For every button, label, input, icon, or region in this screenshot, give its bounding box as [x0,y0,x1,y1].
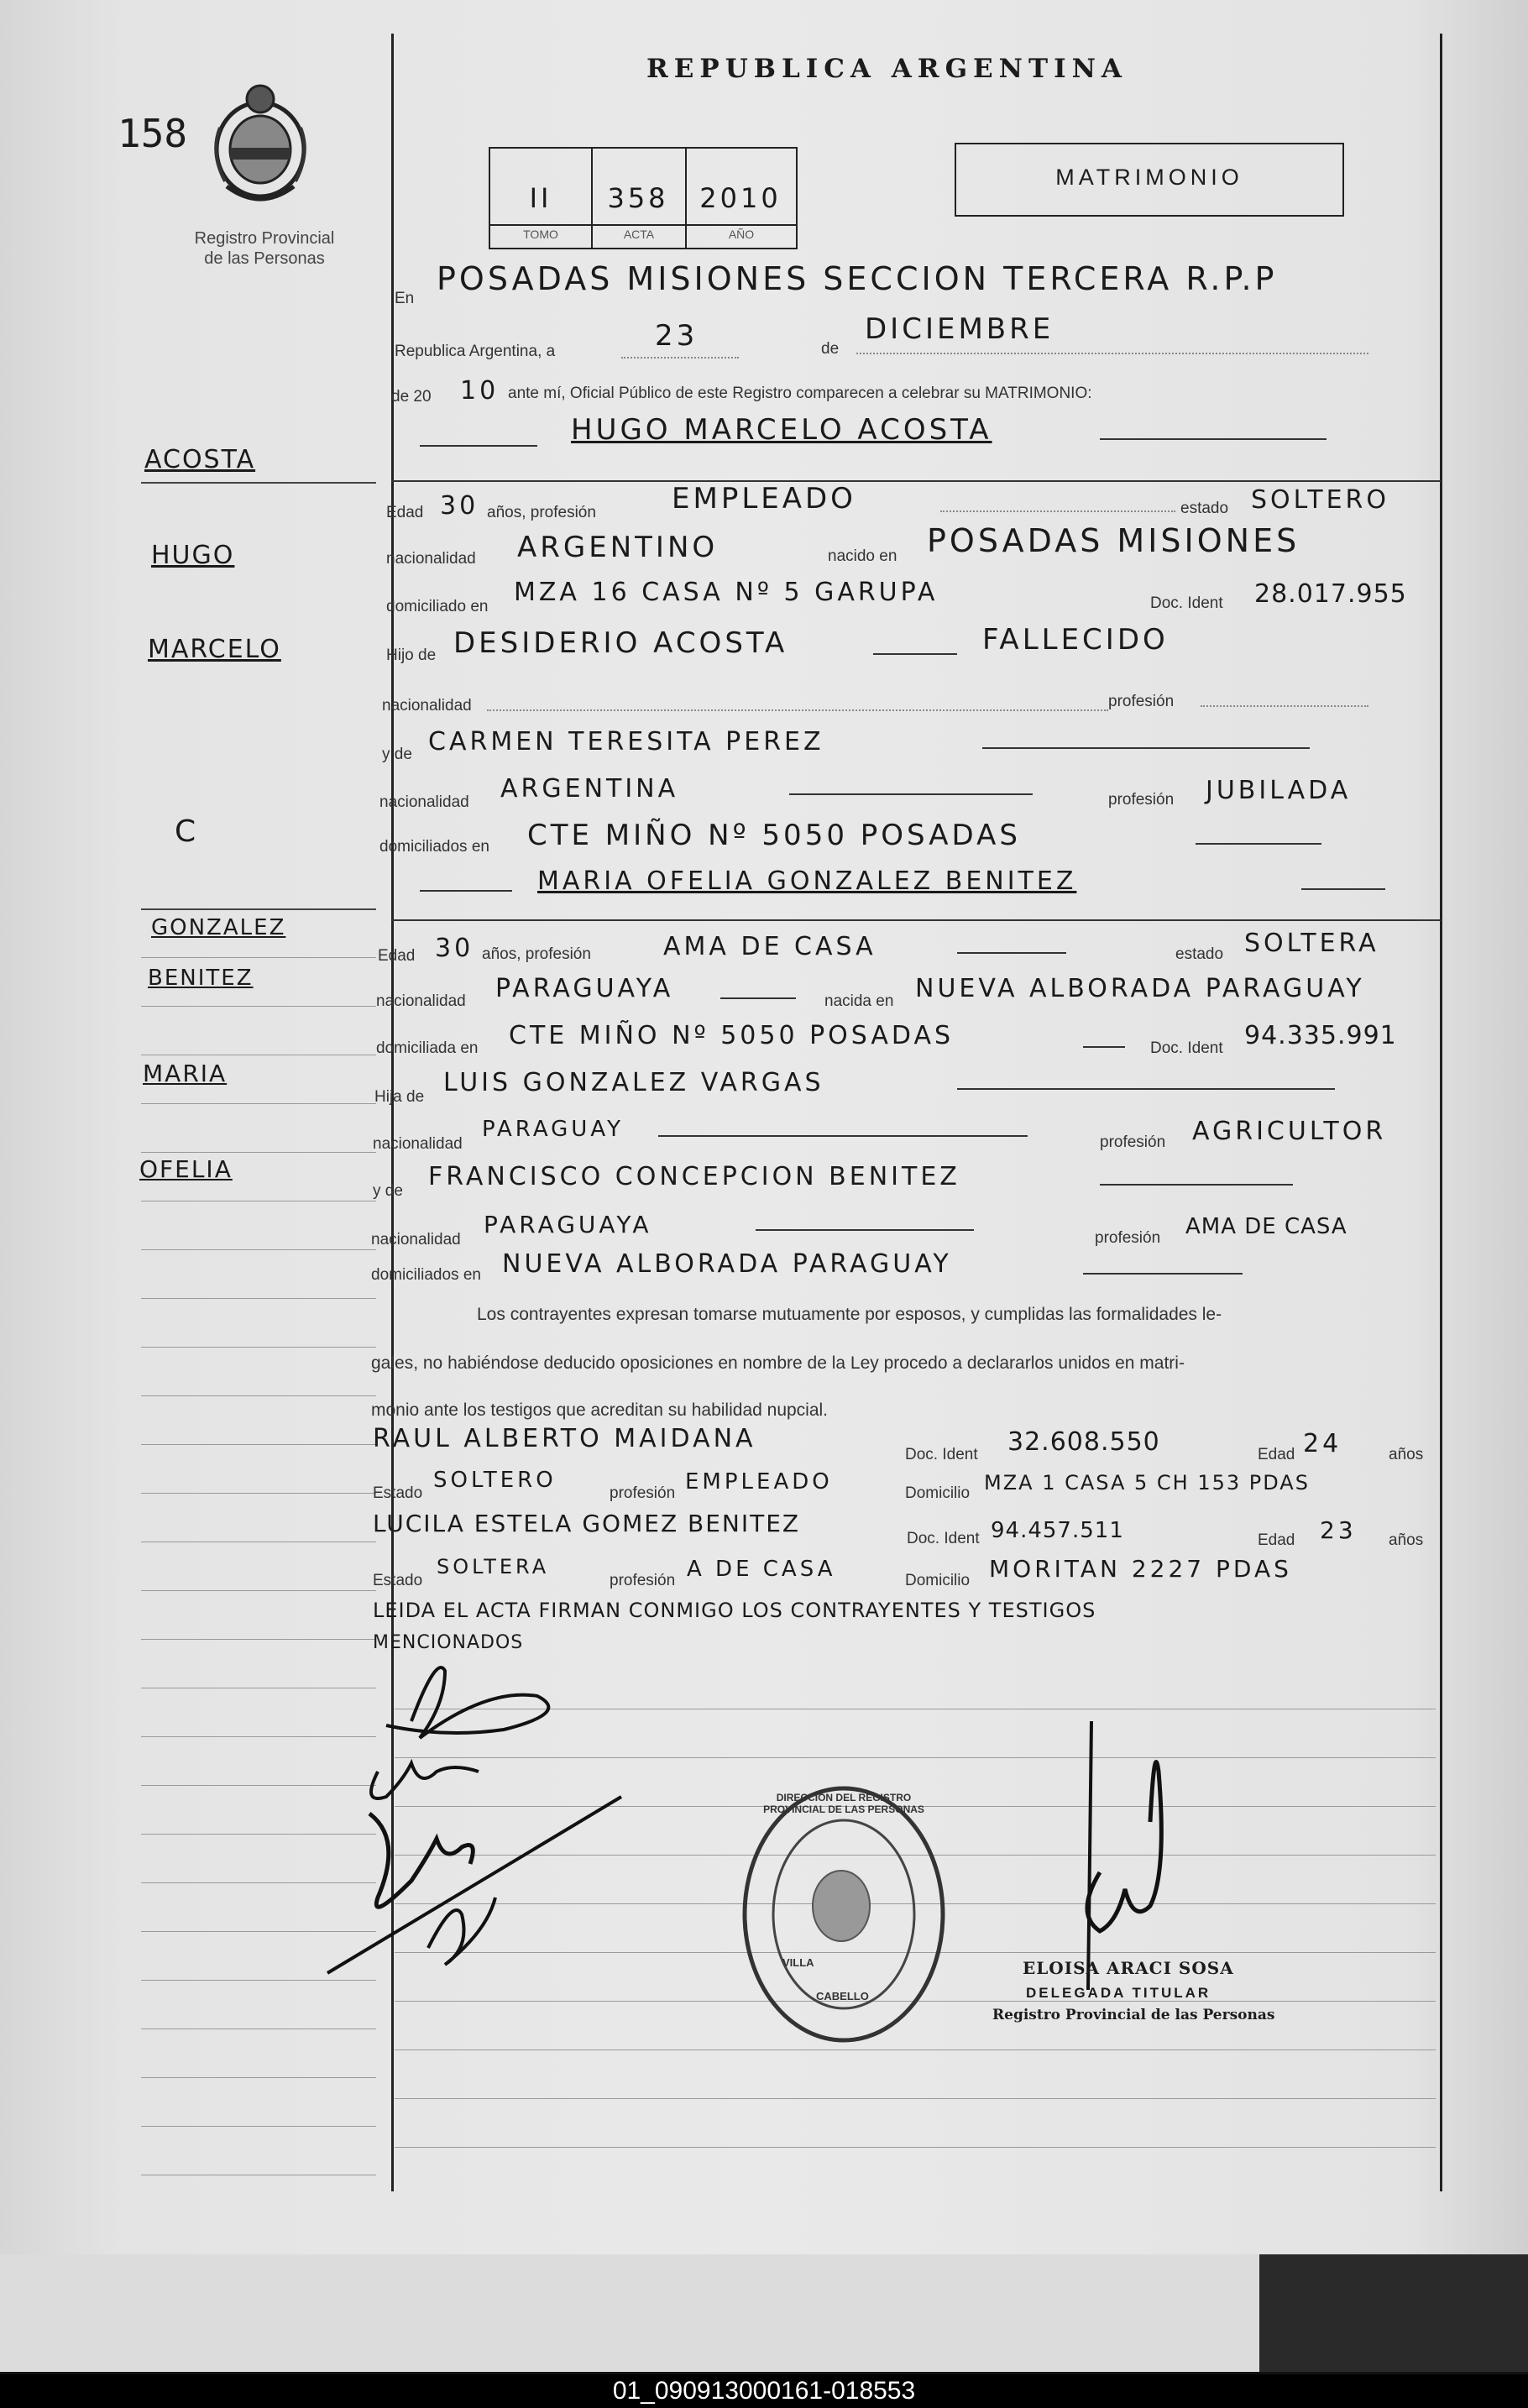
witness2-estado-label: Estado [373,1572,423,1589]
bride-margin-c: C [175,814,198,849]
groom-father: DESIDERIO ACOSTA [453,626,788,660]
bride-father-prof-label: profesión [1100,1133,1166,1151]
witness2-doc: 94.457.511 [991,1518,1124,1543]
witness1-address: MZA 1 CASA 5 CH 153 PDAS [984,1471,1310,1495]
witness2-domicilio-label: Domicilio [905,1572,971,1589]
ceremony-day: 23 [655,319,699,353]
witness2-age: 23 [1320,1516,1357,1544]
bride-nacionalidad-label: nacionalidad [376,992,466,1010]
groom-margin-surname: ACOSTA [144,445,256,474]
image-id-bar [0,2374,1528,2408]
stamp-ring-icon [739,1780,949,2049]
bride-estado-label: estado [1175,945,1224,963]
record-type: MATRIMONIO [1055,165,1243,190]
witness2-address: MORITAN 2227 PDAS [989,1555,1292,1583]
tomo-value: II [529,182,552,214]
bride-doc: 94.335.991 [1244,1021,1397,1050]
registry-stamp [739,1780,949,2049]
witness2-estado: SOLTERA [437,1555,550,1578]
witness2-name: LUCILA ESTELA GOMEZ BENITEZ [373,1510,801,1537]
groom-nationality: ARGENTINO [517,531,719,564]
bride-mother-nationality: PARAGUAYA [484,1211,652,1238]
legal-text-line2: gales, no habiéndose deducido oposiciones en nombre de la Ley procedo a declararlos unidos en matri- [371,1353,1185,1373]
witness2-profession: A DE CASA [687,1557,836,1582]
official-name: ELOISA ARACI SOSA [1023,1958,1234,1978]
groom-full-name: HUGO MARCELO ACOSTA [571,413,992,447]
bride-mother-prof-label: profesión [1095,1229,1161,1247]
closing-line2: MENCIONADOS [373,1632,524,1653]
de-20-label: de 20 [391,388,432,406]
groom-section-top-line [391,480,1441,482]
scanner-shadow [1259,2254,1528,2372]
witness1-profession: EMPLEADO [685,1469,833,1495]
registry-name-line1: Registro Provincial [194,229,335,248]
witness2-edad-label: Edad [1258,1531,1295,1549]
groom-father-status: FALLECIDO [982,623,1169,657]
official-signature [1066,1721,1201,1998]
bride-domiciliada-label: domiciliada en [376,1039,479,1057]
bride-mother: FRANCISCO CONCEPCION BENITEZ [428,1162,960,1191]
bride-nationality: PARAGUAYA [495,974,674,1003]
groom-father-nac-label: nacionalidad [382,697,472,715]
signatures [319,1646,655,1998]
ano-value: 2010 [699,182,782,214]
bride-age: 30 [435,934,474,963]
record-type-box [955,143,1344,217]
groom-parents-dom-label: domiciliados en [379,838,489,856]
bride-parents-dom-label: domiciliados en [371,1266,481,1284]
witness1-profesion-label: profesión [610,1484,676,1502]
groom-yde-label: y de [382,746,412,763]
bride-nacida-label: nacida en [824,992,894,1010]
witness1-estado-label: Estado [373,1484,423,1502]
de-label: de [821,340,840,358]
scanner-bed [0,2254,1259,2372]
ano-label: AÑO [728,228,755,241]
bride-anos-profesion-label: años, profesión [482,945,591,963]
legal-text-line3: monio ante los testigos que acreditan su habilidad nupcial. [371,1400,829,1420]
groom-birthplace: POSADAS MISIONES [927,522,1300,559]
bride-yde-label: y de [373,1182,403,1200]
stamp-inner-text1: VILLA [782,1956,814,1969]
image-id: 01_090913000161-018553 [612,2377,916,2405]
legal-text-line1: Los contrayentes expresan tomarse mutuamente por esposos, y cumplidas las formalidades le- [477,1305,1222,1324]
acta-label: ACTA [623,228,655,241]
official-title: DELEGADA TITULAR [1026,1985,1211,2001]
witness1-doc: 32.608.550 [1007,1427,1160,1457]
bride-father-profession: AGRICULTOR [1192,1117,1387,1146]
bride-father-nac-label: nacionalidad [373,1135,463,1153]
groom-nacionalidad-label: nacionalidad [386,550,476,568]
volume-box [489,147,798,249]
ceremony-year-suffix: 10 [460,376,500,406]
witness1-doc-label: Doc. Ident [905,1446,978,1463]
right-border-line [1440,34,1442,2191]
country-title: REPUBLICA ARGENTINA [646,54,1128,84]
groom-anos-profesion-label: años, profesión [487,504,596,521]
witness1-name: RAUL ALBERTO MAIDANA [373,1424,756,1453]
bride-estado: SOLTERA [1244,929,1379,958]
groom-mother-nationality: ARGENTINA [500,774,679,804]
bride-address: CTE MIÑO Nº 5050 POSADAS [509,1021,955,1050]
bride-margin-surname2: BENITEZ [148,966,254,991]
witness2-anos-label: años [1389,1531,1424,1549]
official-registry: Registro Provincial de las Personas [992,2007,1275,2023]
groom-mother-profession: JUBILADA [1206,776,1352,805]
groom-doc: 28.017.955 [1254,579,1407,609]
stamp-ring-text: DIRECCION DEL REGISTRO PROVINCIAL DE LAS PERSONAS [763,1792,924,1815]
bride-margin-name2: OFELIA [139,1155,233,1183]
bride-full-name: MARIA OFELIA GONZALEZ BENITEZ [537,866,1077,896]
groom-mother-prof-label: profesión [1108,791,1175,809]
registry-name [160,228,369,269]
en-label: En [395,290,415,307]
groom-hijo-label: Hijo de [386,646,437,664]
groom-profession: EMPLEADO [672,482,856,516]
groom-age: 30 [440,491,479,521]
ante-text: ante mí, Oficial Público de este Registro comparecen a celebrar su MATRIMONIO: [508,385,1092,402]
witness1-age: 24 [1303,1429,1342,1458]
groom-domiciliado-label: domiciliado en [386,598,489,615]
registry-name-line2: de las Personas [204,249,325,268]
witness2-profesion-label: profesión [610,1572,676,1589]
acta-value: 358 [607,182,669,214]
groom-doc-label: Doc. Ident [1150,594,1223,612]
closing-line1: LEIDA EL ACTA FIRMAN CONMIGO LOS CONTRAYENTES Y TESTIGOS [373,1599,1096,1622]
groom-nacido-label: nacido en [828,547,897,565]
page-number: 158 [118,111,188,156]
bride-father-nationality: PARAGUAY [482,1117,624,1142]
bride-birthplace: NUEVA ALBORADA PARAGUAY [915,974,1365,1003]
bride-mother-nac-label: nacionalidad [371,1231,461,1248]
witness1-estado: SOLTERO [433,1468,557,1493]
groom-margin-name1: HUGO [151,541,235,570]
groom-father-prof-label: profesión [1108,693,1175,710]
groom-estado: SOLTERO [1251,485,1389,515]
bride-doc-label: Doc. Ident [1150,1039,1223,1057]
groom-edad-label: Edad [386,504,424,521]
bride-margin-name1: MARIA [143,1060,228,1087]
groom-mother: CARMEN TERESITA PEREZ [428,727,824,756]
witness2-doc-label: Doc. Ident [907,1530,980,1547]
bride-profession: AMA DE CASA [663,932,877,961]
groom-estado-label: estado [1180,500,1229,517]
bride-edad-label: Edad [378,947,416,965]
groom-address: MZA 16 CASA Nº 5 GARUPA [514,578,939,607]
republica-label: Republica Argentina, a [395,343,556,360]
groom-margin-name2: MARCELO [148,635,281,664]
witness1-edad-label: Edad [1258,1446,1295,1463]
bride-mother-profession: AMA DE CASA [1185,1214,1347,1239]
bride-parents-address: NUEVA ALBORADA PARAGUAY [502,1249,952,1279]
bride-margin-surname1: GONZALEZ [151,915,286,940]
bride-hija-label: Hija de [374,1088,425,1106]
bride-father: LUIS GONZALEZ VARGAS [443,1068,824,1097]
witness1-anos-label: años [1389,1446,1424,1463]
bride-section-top-line [391,919,1441,921]
ceremony-month: DICIEMBRE [865,312,1054,346]
tomo-label: TOMO [523,228,558,241]
groom-mother-nac-label: nacionalidad [379,793,469,811]
witness1-domicilio-label: Domicilio [905,1484,971,1502]
coat-of-arms-logo [201,77,319,212]
stamp-inner-text2: CABELLO [816,1990,869,2002]
ceremony-place: POSADAS MISIONES SECCION TERCERA R.P.P [437,260,1278,297]
groom-parents-address: CTE MIÑO Nº 5050 POSADAS [527,819,1021,852]
